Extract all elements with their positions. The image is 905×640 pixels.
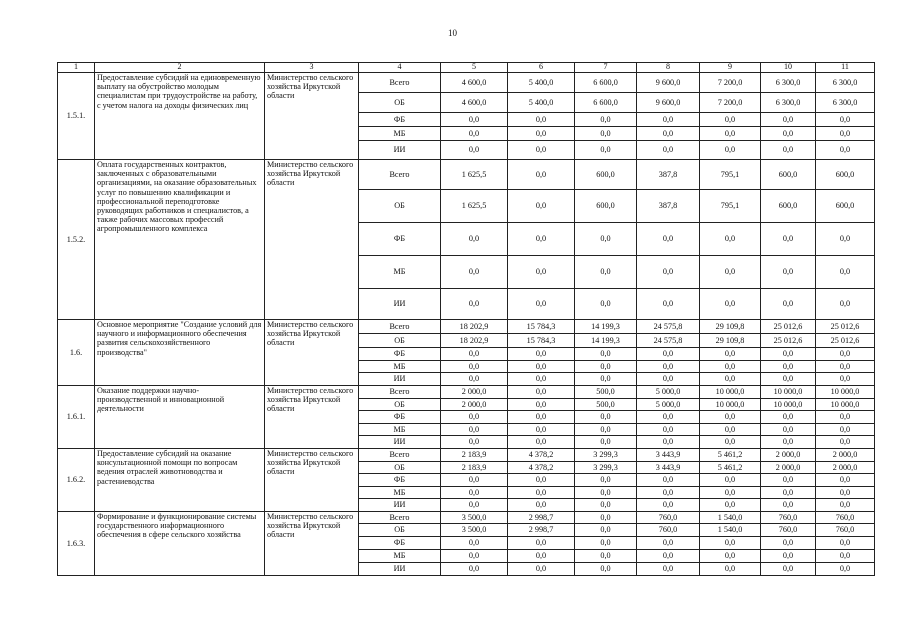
amount-cell: 0,0 [637,141,700,160]
funding-source-cell: Всего [359,73,441,93]
amount-cell: 0,0 [816,411,875,424]
amount-cell: 0,0 [575,537,637,550]
amount-cell: 18 202,9 [441,320,508,334]
amount-cell: 0,0 [575,256,637,289]
amount-cell: 0,0 [761,411,816,424]
amount-cell: 0,0 [700,223,761,256]
amount-cell: 0,0 [575,424,637,436]
amount-cell: 0,0 [575,411,637,424]
amount-cell: 6 300,0 [816,93,875,113]
amount-cell: 1 625,5 [441,160,508,190]
amount-cell: 1 625,5 [441,190,508,223]
responsible-organization-cell: Министерство сельского хозяйства Иркутской области [265,160,359,320]
column-number-cell: 8 [637,63,700,73]
funding-source-cell: МБ [359,424,441,436]
amount-cell: 0,0 [637,474,700,487]
amount-cell: 0,0 [816,499,875,512]
activity-description-cell: Основное мероприятие "Создание условий для научного и информационного обеспечения развития сельскохозяйственного производства" [95,320,265,386]
amount-cell: 0,0 [700,499,761,512]
amount-cell: 0,0 [700,289,761,320]
activity-description-cell: Оказание поддержки научно-производственной и инновационной деятельности [95,386,265,449]
activity-description-cell: Оплата государственных контрактов, заключенных с образовательными организациями, на оказание образовательных услуг по повышению квалификации и профессиональной переподготовке руководящих работников и специалистов, а также рабочих массовых профессий агропромышленного комплекса [95,160,265,320]
amount-cell: 2 000,0 [761,462,816,474]
amount-cell: 3 299,3 [575,449,637,462]
amount-cell: 0,0 [575,113,637,127]
activity-code-cell: 1.6. [58,320,95,386]
amount-cell: 0,0 [637,499,700,512]
amount-cell: 0,0 [637,373,700,386]
funding-source-cell: ИИ [359,563,441,576]
amount-cell: 0,0 [700,474,761,487]
amount-cell: 0,0 [816,113,875,127]
amount-cell: 0,0 [816,141,875,160]
amount-cell: 0,0 [575,141,637,160]
amount-cell: 5 461,2 [700,462,761,474]
amount-cell: 0,0 [508,424,575,436]
amount-cell: 0,0 [816,256,875,289]
funding-source-cell: ФБ [359,474,441,487]
amount-cell: 0,0 [700,436,761,449]
amount-cell: 0,0 [508,499,575,512]
amount-cell: 0,0 [441,373,508,386]
activity-code-cell: 1.6.3. [58,512,95,576]
column-number-cell: 1 [58,63,95,73]
table-row [58,320,875,334]
amount-cell: 0,0 [637,361,700,373]
amount-cell: 0,0 [761,223,816,256]
amount-cell: 24 575,8 [637,320,700,334]
funding-source-cell: ОБ [359,524,441,537]
amount-cell: 5 000,0 [637,399,700,411]
amount-cell: 0,0 [761,113,816,127]
funding-source-cell: ФБ [359,537,441,550]
amount-cell: 0,0 [700,487,761,499]
amount-cell: 3 500,0 [441,512,508,524]
amount-cell: 0,0 [508,436,575,449]
amount-cell: 2 000,0 [761,449,816,462]
amount-cell: 0,0 [637,113,700,127]
funding-source-cell: ОБ [359,93,441,113]
amount-cell: 0,0 [816,127,875,141]
amount-cell: 0,0 [700,424,761,436]
funding-source-cell: ФБ [359,411,441,424]
amount-cell: 2 000,0 [816,462,875,474]
amount-cell: 29 109,8 [700,320,761,334]
column-number-cell: 4 [359,63,441,73]
amount-cell: 0,0 [761,537,816,550]
amount-cell: 0,0 [761,373,816,386]
amount-cell: 0,0 [441,499,508,512]
amount-cell: 0,0 [761,436,816,449]
amount-cell: 15 784,3 [508,334,575,348]
amount-cell: 0,0 [637,348,700,361]
amount-cell: 6 300,0 [761,73,816,93]
amount-cell: 0,0 [816,563,875,576]
amount-cell: 3 443,9 [637,462,700,474]
funding-source-cell: МБ [359,361,441,373]
amount-cell: 0,0 [441,487,508,499]
amount-cell: 0,0 [637,537,700,550]
amount-cell: 760,0 [637,524,700,537]
amount-cell: 600,0 [575,190,637,223]
amount-cell: 0,0 [700,141,761,160]
amount-cell: 0,0 [575,550,637,563]
amount-cell: 9 600,0 [637,73,700,93]
funding-source-cell: ИИ [359,289,441,320]
funding-source-cell: МБ [359,127,441,141]
table-body [58,73,875,576]
amount-cell: 0,0 [441,289,508,320]
amount-cell: 0,0 [441,436,508,449]
amount-cell: 0,0 [575,436,637,449]
amount-cell: 760,0 [761,512,816,524]
amount-cell: 10 000,0 [816,399,875,411]
amount-cell: 0,0 [761,550,816,563]
amount-cell: 0,0 [575,373,637,386]
amount-cell: 4 378,2 [508,449,575,462]
amount-cell: 0,0 [761,474,816,487]
amount-cell: 14 199,3 [575,334,637,348]
amount-cell: 29 109,8 [700,334,761,348]
funding-source-cell: ИИ [359,436,441,449]
amount-cell: 0,0 [637,127,700,141]
amount-cell: 0,0 [441,223,508,256]
amount-cell: 0,0 [816,537,875,550]
funding-source-cell: ФБ [359,348,441,361]
amount-cell: 0,0 [637,411,700,424]
amount-cell: 0,0 [508,289,575,320]
amount-cell: 0,0 [637,256,700,289]
amount-cell: 760,0 [816,524,875,537]
amount-cell: 0,0 [508,411,575,424]
amount-cell: 4 600,0 [441,73,508,93]
table-row [58,73,875,93]
amount-cell: 0,0 [700,113,761,127]
amount-cell: 2 998,7 [508,512,575,524]
amount-cell: 10 000,0 [761,386,816,399]
responsible-organization-cell: Министерство сельского хозяйства Иркутской области [265,386,359,449]
funding-source-cell: ФБ [359,223,441,256]
amount-cell: 0,0 [575,127,637,141]
column-number-row [58,63,875,73]
amount-cell: 0,0 [441,113,508,127]
amount-cell: 0,0 [700,348,761,361]
amount-cell: 0,0 [508,373,575,386]
amount-cell: 3 443,9 [637,449,700,462]
column-number-cell: 10 [761,63,816,73]
amount-cell: 0,0 [700,256,761,289]
amount-cell: 0,0 [816,474,875,487]
amount-cell: 0,0 [761,487,816,499]
funding-source-cell: МБ [359,550,441,563]
amount-cell: 0,0 [637,563,700,576]
amount-cell: 0,0 [575,348,637,361]
amount-cell: 6 300,0 [761,93,816,113]
amount-cell: 0,0 [441,550,508,563]
amount-cell: 0,0 [508,190,575,223]
amount-cell: 0,0 [508,113,575,127]
amount-cell: 0,0 [441,141,508,160]
amount-cell: 0,0 [761,127,816,141]
funding-source-cell: МБ [359,487,441,499]
amount-cell: 0,0 [816,487,875,499]
amount-cell: 0,0 [508,256,575,289]
amount-cell: 0,0 [637,289,700,320]
amount-cell: 0,0 [508,160,575,190]
amount-cell: 0,0 [441,563,508,576]
amount-cell: 5 000,0 [637,386,700,399]
funding-source-cell: МБ [359,256,441,289]
amount-cell: 0,0 [441,256,508,289]
amount-cell: 600,0 [761,160,816,190]
amount-cell: 0,0 [575,563,637,576]
amount-cell: 0,0 [816,361,875,373]
amount-cell: 0,0 [637,424,700,436]
amount-cell: 7 200,0 [700,93,761,113]
amount-cell: 0,0 [508,127,575,141]
amount-cell: 25 012,6 [816,334,875,348]
funding-source-cell: ОБ [359,462,441,474]
amount-cell: 500,0 [575,386,637,399]
amount-cell: 0,0 [508,537,575,550]
amount-cell: 0,0 [508,487,575,499]
amount-cell: 18 202,9 [441,334,508,348]
amount-cell: 0,0 [761,289,816,320]
amount-cell: 0,0 [637,223,700,256]
activity-code-cell: 1.6.1. [58,386,95,449]
amount-cell: 0,0 [575,289,637,320]
amount-cell: 6 600,0 [575,73,637,93]
amount-cell: 0,0 [637,487,700,499]
activity-description-cell: Предоставление субсидий на единовременную выплату на обустройство молодым специалистам при трудоустройстве на работу, с учетом налога на доходы физических лиц [95,73,265,160]
amount-cell: 1 540,0 [700,524,761,537]
amount-cell: 2 183,9 [441,462,508,474]
amount-cell: 3 500,0 [441,524,508,537]
amount-cell: 0,0 [508,474,575,487]
amount-cell: 0,0 [700,411,761,424]
amount-cell: 2 998,7 [508,524,575,537]
amount-cell: 5 461,2 [700,449,761,462]
amount-cell: 600,0 [761,190,816,223]
amount-cell: 0,0 [761,563,816,576]
amount-cell: 6 600,0 [575,93,637,113]
amount-cell: 0,0 [575,487,637,499]
amount-cell: 0,0 [761,499,816,512]
amount-cell: 600,0 [816,190,875,223]
amount-cell: 25 012,6 [816,320,875,334]
amount-cell: 0,0 [816,348,875,361]
table-row [58,386,875,399]
responsible-organization-cell: Министерство сельского хозяйства Иркутской области [265,73,359,160]
amount-cell: 0,0 [816,289,875,320]
table-row [58,160,875,190]
amount-cell: 600,0 [816,160,875,190]
amount-cell: 3 299,3 [575,462,637,474]
amount-cell: 600,0 [575,160,637,190]
responsible-organization-cell: Министерство сельского хозяйства Иркутской области [265,512,359,576]
amount-cell: 2 000,0 [441,399,508,411]
amount-cell: 0,0 [441,348,508,361]
amount-cell: 0,0 [761,361,816,373]
funding-source-cell: Всего [359,449,441,462]
amount-cell: 795,1 [700,160,761,190]
funding-source-cell: ИИ [359,373,441,386]
amount-cell: 0,0 [441,411,508,424]
amount-cell: 0,0 [508,399,575,411]
column-number-cell: 6 [508,63,575,73]
amount-cell: 10 000,0 [761,399,816,411]
amount-cell: 0,0 [816,436,875,449]
funding-source-cell: ИИ [359,141,441,160]
activity-description-cell: Предоставление субсидий на оказание консультационной помощи по вопросам ведения отраслей животноводства и растениеводства [95,449,265,512]
amount-cell: 0,0 [441,537,508,550]
amount-cell: 0,0 [700,537,761,550]
funding-source-cell: ОБ [359,334,441,348]
amount-cell: 500,0 [575,399,637,411]
amount-cell: 760,0 [816,512,875,524]
amount-cell: 15 784,3 [508,320,575,334]
amount-cell: 0,0 [700,361,761,373]
amount-cell: 0,0 [637,436,700,449]
amount-cell: 0,0 [816,424,875,436]
amount-cell: 5 400,0 [508,73,575,93]
amount-cell: 10 000,0 [700,386,761,399]
column-number-cell: 11 [816,63,875,73]
amount-cell: 0,0 [575,524,637,537]
amount-cell: 0,0 [575,361,637,373]
amount-cell: 0,0 [700,127,761,141]
responsible-organization-cell: Министерство сельского хозяйства Иркутской области [265,449,359,512]
column-number-cell: 3 [265,63,359,73]
amount-cell: 0,0 [816,373,875,386]
amount-cell: 0,0 [575,474,637,487]
amount-cell: 0,0 [441,127,508,141]
funding-source-cell: Всего [359,386,441,399]
activity-code-cell: 1.5.2. [58,160,95,320]
amount-cell: 760,0 [761,524,816,537]
page-number: 10 [448,28,457,38]
table-row [58,449,875,462]
amount-cell: 0,0 [575,223,637,256]
amount-cell: 0,0 [575,499,637,512]
amount-cell: 0,0 [700,563,761,576]
amount-cell: 0,0 [816,550,875,563]
amount-cell: 25 012,6 [761,320,816,334]
budget-table [57,62,875,576]
activity-code-cell: 1.6.2. [58,449,95,512]
column-number-cell: 2 [95,63,265,73]
amount-cell: 0,0 [816,223,875,256]
amount-cell: 2 000,0 [441,386,508,399]
activity-description-cell: Формирование и функционирование системы государственного информационного обеспечения в сфере сельского хозяйства [95,512,265,576]
amount-cell: 0,0 [700,550,761,563]
amount-cell: 0,0 [508,348,575,361]
amount-cell: 10 000,0 [700,399,761,411]
amount-cell: 4 600,0 [441,93,508,113]
funding-source-cell: Всего [359,512,441,524]
amount-cell: 1 540,0 [700,512,761,524]
amount-cell: 9 600,0 [637,93,700,113]
amount-cell: 24 575,8 [637,334,700,348]
amount-cell: 0,0 [761,424,816,436]
funding-source-cell: ОБ [359,190,441,223]
column-number-cell: 7 [575,63,637,73]
amount-cell: 0,0 [508,141,575,160]
amount-cell: 760,0 [637,512,700,524]
amount-cell: 0,0 [508,361,575,373]
amount-cell: 0,0 [508,563,575,576]
activity-code-cell: 1.5.1. [58,73,95,160]
column-number-cell: 5 [441,63,508,73]
amount-cell: 0,0 [441,361,508,373]
amount-cell: 0,0 [575,512,637,524]
amount-cell: 0,0 [761,256,816,289]
amount-cell: 0,0 [700,373,761,386]
amount-cell: 0,0 [761,348,816,361]
funding-source-cell: Всего [359,160,441,190]
responsible-organization-cell: Министерство сельского хозяйства Иркутской области [265,320,359,386]
amount-cell: 14 199,3 [575,320,637,334]
table-row [58,512,875,524]
amount-cell: 10 000,0 [816,386,875,399]
amount-cell: 7 200,0 [700,73,761,93]
amount-cell: 0,0 [508,550,575,563]
amount-cell: 795,1 [700,190,761,223]
amount-cell: 387,8 [637,160,700,190]
funding-source-cell: Всего [359,320,441,334]
amount-cell: 2 183,9 [441,449,508,462]
amount-cell: 2 000,0 [816,449,875,462]
amount-cell: 5 400,0 [508,93,575,113]
amount-cell: 4 378,2 [508,462,575,474]
column-number-cell: 9 [700,63,761,73]
amount-cell: 0,0 [441,424,508,436]
funding-source-cell: ФБ [359,113,441,127]
amount-cell: 6 300,0 [816,73,875,93]
amount-cell: 25 012,6 [761,334,816,348]
amount-cell: 0,0 [508,223,575,256]
amount-cell: 0,0 [761,141,816,160]
amount-cell: 387,8 [637,190,700,223]
amount-cell: 0,0 [508,386,575,399]
amount-cell: 0,0 [441,474,508,487]
funding-source-cell: ОБ [359,399,441,411]
funding-source-cell: ИИ [359,499,441,512]
amount-cell: 0,0 [637,550,700,563]
